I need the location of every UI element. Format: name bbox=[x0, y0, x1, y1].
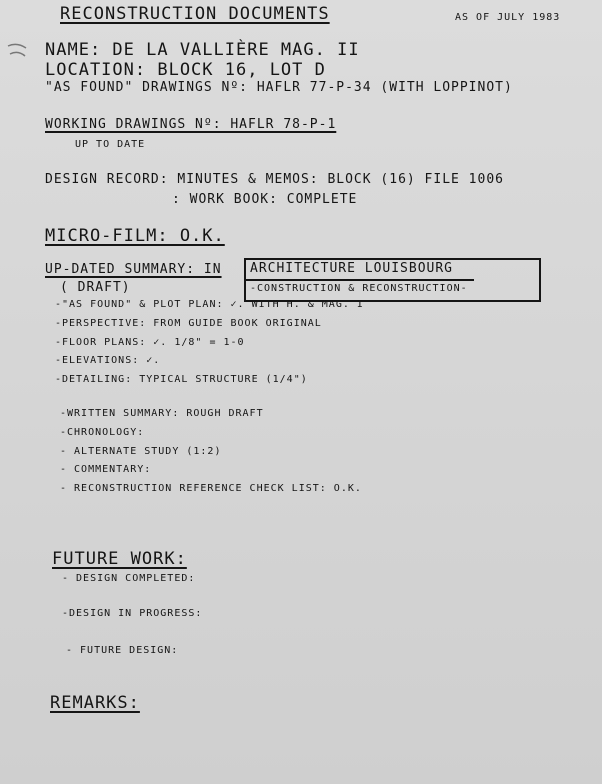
as-of-date: AS OF JULY 1983 bbox=[455, 12, 561, 23]
remarks-heading: REMARKS: bbox=[50, 693, 140, 713]
location-line: LOCATION: BLOCK 16, LOT D bbox=[45, 60, 326, 80]
list-item: -CHRONOLOGY: bbox=[60, 427, 145, 438]
list-item: -WRITTEN SUMMARY: ROUGH DRAFT bbox=[60, 408, 264, 419]
future-work-heading: FUTURE WORK: bbox=[52, 549, 187, 569]
list-item: -DETAILING: TYPICAL STRUCTURE (1/4") bbox=[55, 374, 308, 385]
list-item: - FUTURE DESIGN: bbox=[66, 645, 179, 656]
working-drawings-status: UP TO DATE bbox=[75, 139, 146, 150]
list-item: - COMMENTARY: bbox=[60, 464, 152, 475]
list-item: -FLOOR PLANS: ✓. 1/8" = 1-0 bbox=[55, 337, 245, 348]
updated-summary-line: UP-DATED SUMMARY: IN bbox=[45, 262, 222, 277]
design-record-line: DESIGN RECORD: MINUTES & MEMOS: BLOCK (16) FILE 1006 bbox=[45, 172, 504, 187]
list-item: - DESIGN COMPLETED: bbox=[62, 573, 196, 584]
box-divider bbox=[244, 279, 474, 281]
list-item: - ALTERNATE STUDY (1:2) bbox=[60, 446, 222, 457]
box-title-line-1: ARCHITECTURE LOUISBOURG bbox=[250, 261, 454, 276]
working-drawings-line: WORKING DRAWINGS Nº: HAFLR 78-P-1 bbox=[45, 117, 337, 132]
name-line: NAME: DE LA VALLIÈRE MAG. II bbox=[45, 40, 360, 60]
as-found-line: "AS FOUND" DRAWINGS Nº: HAFLR 77-P-34 (WITH LOPPINOT) bbox=[45, 80, 513, 95]
list-item: -ELEVATIONS: ✓. bbox=[55, 355, 161, 366]
list-item: - RECONSTRUCTION REFERENCE CHECK LIST: O.K. bbox=[60, 483, 362, 494]
list-item: -"AS FOUND" & PLOT PLAN: ✓. WITH H. & MAG. I bbox=[55, 299, 364, 310]
list-item: -PERSPECTIVE: FROM GUIDE BOOK ORIGINAL bbox=[55, 318, 322, 329]
document-title: RECONSTRUCTION DOCUMENTS bbox=[60, 4, 330, 24]
micro-film-line: MICRO-FILM: O.K. bbox=[45, 226, 225, 246]
draft-label: ( DRAFT) bbox=[60, 280, 131, 295]
box-title-line-2: -CONSTRUCTION & RECONSTRUCTION- bbox=[250, 283, 468, 294]
design-record-workbook: : WORK BOOK: COMPLETE bbox=[172, 192, 358, 207]
list-item: -DESIGN IN PROGRESS: bbox=[62, 608, 203, 619]
punch-hole-mark-icon bbox=[6, 40, 28, 62]
